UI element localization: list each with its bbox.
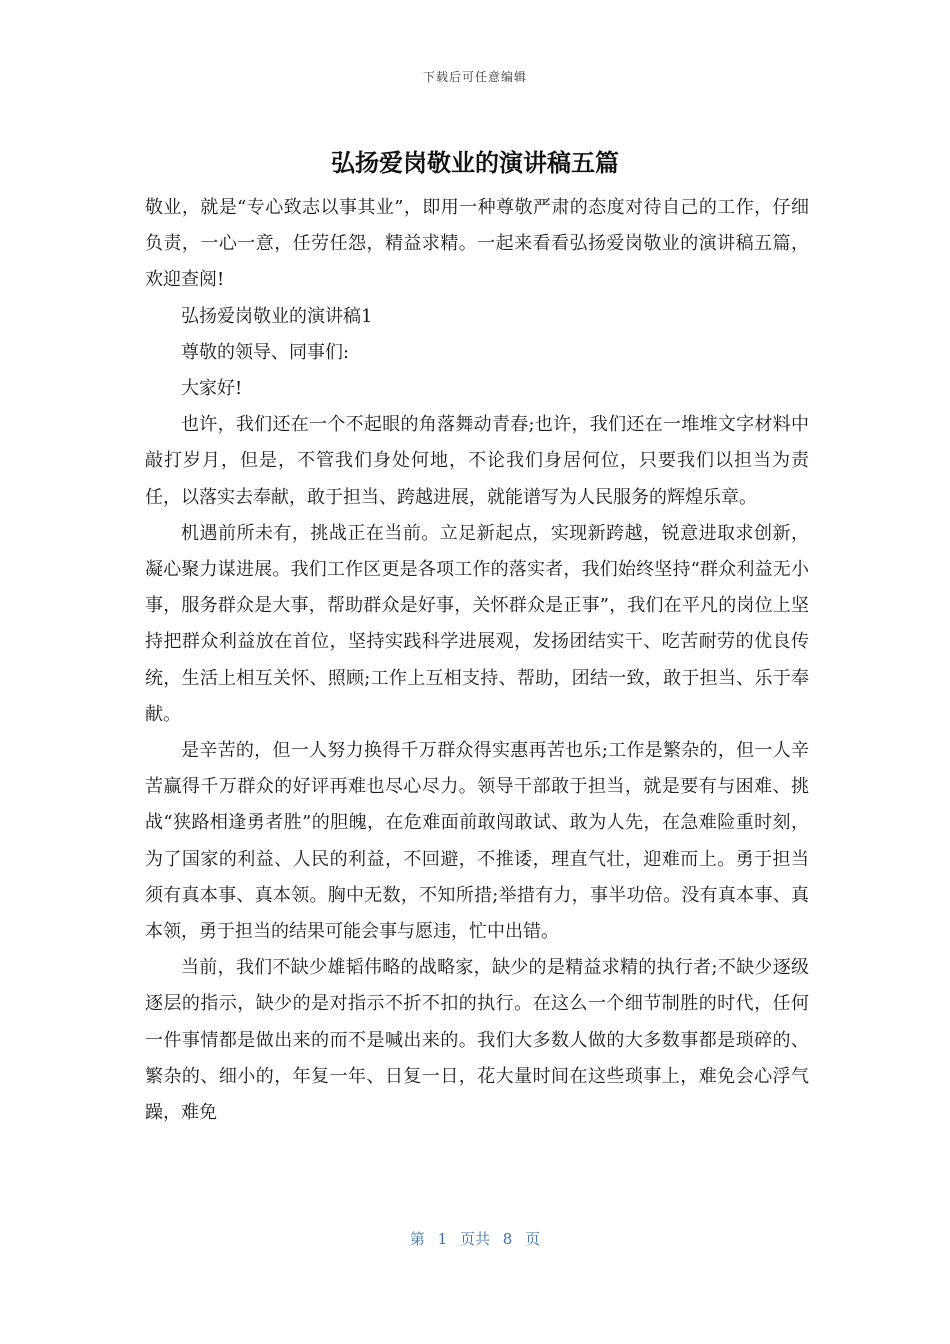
- footer-word-of: 页共: [459, 1230, 490, 1248]
- page-header-note: 下载后可任意编辑: [422, 70, 527, 84]
- body-paragraph: 当前，我们不缺少雄韬伟略的战略家，缺少的是精益求精的执行者;不缺少逐级逐层的指示，缺少的是对指示不折不扣的执行。在这么一个细节制胜的时代，任何一件事情都是做出来的而不是喊出来的。我们大多数人做的大多数事都是琐碎的、繁杂的、细小的，年复一年、日复一日，花大量时间在这些琐事上，难免会心浮气躁，难免: [145, 957, 809, 1124]
- body-paragraph: 是辛苦的，但一人努力换得千万群众得实惠再苦也乐;工作是繁杂的，但一人辛苦赢得千万群众的好评再难也尽心尽力。领导干部敢于担当，就是要有与困难、挑战“狭路相逢勇者胜”的胆魄，在危难面前敢闯敢试、敢为人先，在急难险重时刻，为了国家的利益、人民的利益，不回避，不推诿，理直气壮，迎难而上。勇于担当须有真本事、真本领。胸中无数，不知所措;举措有力，事半功倍。没有真本事、真本领，勇于担当的结果可能会事与愿违，忙中出错。: [145, 740, 809, 943]
- body-paragraph: 也许，我们还在一个不起眼的角落舞动青春;也许，我们还在一堆堆文字材料中敲打岁月，但是，不管我们身处何地，不论我们身居何位，只要我们以担当为责任，以落实去奉献，敢于担当、跨越进展，就能谱写为人民服务的辉煌乐章。: [145, 414, 809, 508]
- footer-word-page: 第: [409, 1230, 425, 1248]
- page-footer: [0, 1228, 950, 1249]
- greeting: 大家好!: [181, 378, 243, 400]
- footer-total-pages: 8: [502, 1230, 513, 1248]
- footer-current-page: 1: [437, 1230, 448, 1248]
- document-title: 弘扬爱岗敬业的演讲稿五篇: [331, 149, 619, 177]
- body-paragraph: 机遇前所未有，挑战正在当前。立足新起点，实现新跨越，锐意进取求创新，凝心聚力谋进展。我们工作区更是各项工作的落实者，我们始终坚持“群众利益无小事，服务群众是大事，帮助群众是好事，关怀群众是正事”，我们在平凡的岗位上坚持把群众利益放在首位，坚持实践科学进展观，发扬团结实干、吃苦耐劳的优良传统，生活上相互关怀、照顾;工作上互相支持、帮助，团结一致，敢于担当、乐于奉献。: [145, 522, 809, 725]
- intro-paragraph: 敬业，就是“专心致志以事其业”，即用一种尊敬严肃的态度对待自己的工作，仔细负责，一心一意，任劳任怨，精益求精。一起来看看弘扬爱岗敬业的演讲稿五篇，欢迎查阅!: [145, 197, 809, 291]
- salutation: 尊敬的领导、同事们:: [181, 341, 350, 363]
- footer-word-pages: 页: [525, 1230, 541, 1248]
- document-body: [145, 190, 809, 1131]
- section-heading: 弘扬爱岗敬业的演讲稿1: [181, 305, 373, 327]
